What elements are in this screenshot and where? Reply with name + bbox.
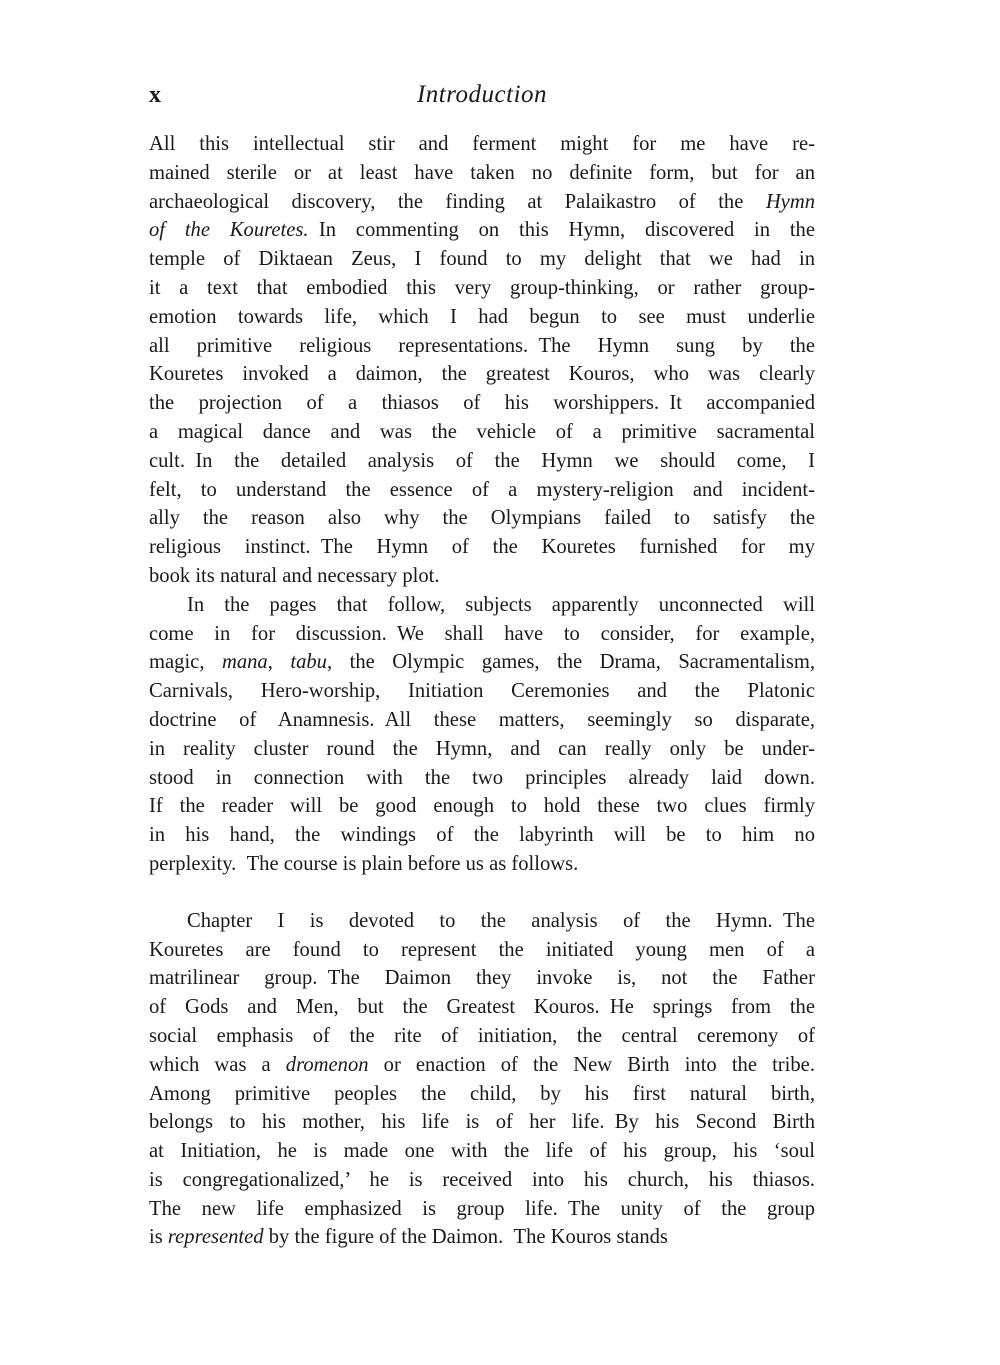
text-line: Carnivals, Hero-worship, Initiation Ceremonies and the Platonic [149,680,815,703]
text-line: belongs to his mother, his life is of her life. By his Second Birth [149,1111,815,1134]
text-line: at Initiation, he is made one with the life of his group, his ‘soul [149,1140,815,1163]
paragraph-2 [149,591,815,879]
text-line: come in for discussion. We shall have to consider, for example, [149,622,815,645]
italic-term: dromenon [285,1053,369,1076]
text-line: Kouretes are found to represent the initiated young men of a [149,938,815,961]
text-line: Kouretes invoked a daimon, the greatest Kouros, who was clearly [149,363,815,386]
body-text [149,130,815,1252]
text-line: mained sterile or at least have taken no definite form, but for an [149,161,815,184]
text-line: all primitive religious representations. The Hymn sung by the [149,334,815,357]
text-line: If the reader will be good enough to hold these two clues firmly [149,795,815,818]
text-line: religious instinct. The Hymn of the Kouretes furnished for my [149,536,815,559]
text-line: the projection of a thiasos of his worshippers. It accompanied [149,392,815,415]
italic-term: Hymn [765,190,815,213]
text-line: Among primitive peoples the child, by his first natural birth, [149,1082,815,1105]
text-line: Chapter I is devoted to the analysis of the Hymn. The [187,909,815,932]
running-head-title: Introduction [416,81,548,108]
text-line: stood in connection with the two principles already laid down. [149,766,815,789]
text-line: perplexity. The course is plain before us as follows. [149,852,579,875]
text-line: of the Kouretes. In commenting on this Hymn, discovered in the [149,219,815,242]
text-line: it a text that embodied this very group-thinking, or rather group- [149,276,815,299]
italic-term: tabu [290,651,327,674]
text-line: a magical dance and was the vehicle of a primitive sacramental [149,420,815,443]
section-gap [149,879,815,907]
text-line: of Gods and Men, but the Greatest Kouros. He springs from the [149,996,815,1019]
text-line: All this intellectual stir and ferment might for me have re- [149,133,815,155]
paragraph-3 [149,907,815,1253]
text-line: The new life emphasized is group life. The unity of the group [149,1197,815,1220]
text-line: book its natural and necessary plot. [149,564,440,587]
running-head [149,78,815,114]
text-line: is congregationalized,’ he is received into his church, his thiasos. [149,1168,815,1191]
page-number: x [149,82,161,108]
text-line: cult. In the detailed analysis of the Hymn we should come, I [149,449,815,472]
text-line: in his hand, the windings of the labyrinth will be to him no [149,824,815,847]
text-line: social emphasis of the rite of initiation, the central ceremony of [149,1024,815,1047]
paragraph-1 [149,130,815,591]
text-line: in reality cluster round the Hymn, and can really only be under- [149,737,815,760]
text-line: felt, to understand the essence of a mystery-religion and incident- [149,478,815,501]
text-line: archaeological discovery, the finding at Palaikastro of the Hymn [149,190,815,213]
text-line: ally the reason also why the Olympians failed to satisfy the [149,507,815,530]
text-line: magic, mana, tabu, the Olympic games, the Drama, Sacramentalism, [149,651,816,674]
text-line: which was a dromenon or enaction of the New Birth into the tribe. [149,1053,815,1076]
text-line: is represented by the figure of the Daimon. The Kouros stands [149,1226,668,1249]
text-line: emotion towards life, which I had begun to see must underlie [149,305,815,328]
italic-term: mana [221,651,268,674]
book-page [149,78,815,1252]
text-line: In the pages that follow, subjects apparently unconnected will [187,593,815,616]
text-line: temple of Diktaean Zeus, I found to my delight that we had in [149,248,815,271]
text-line: doctrine of Anamnesis. All these matters, seemingly so disparate, [149,708,815,731]
italic-term: of the Kouretes. [149,219,309,242]
italic-term: represented [167,1226,264,1249]
text-line: matrilinear group. The Daimon they invoke is, not the Father [149,967,815,990]
